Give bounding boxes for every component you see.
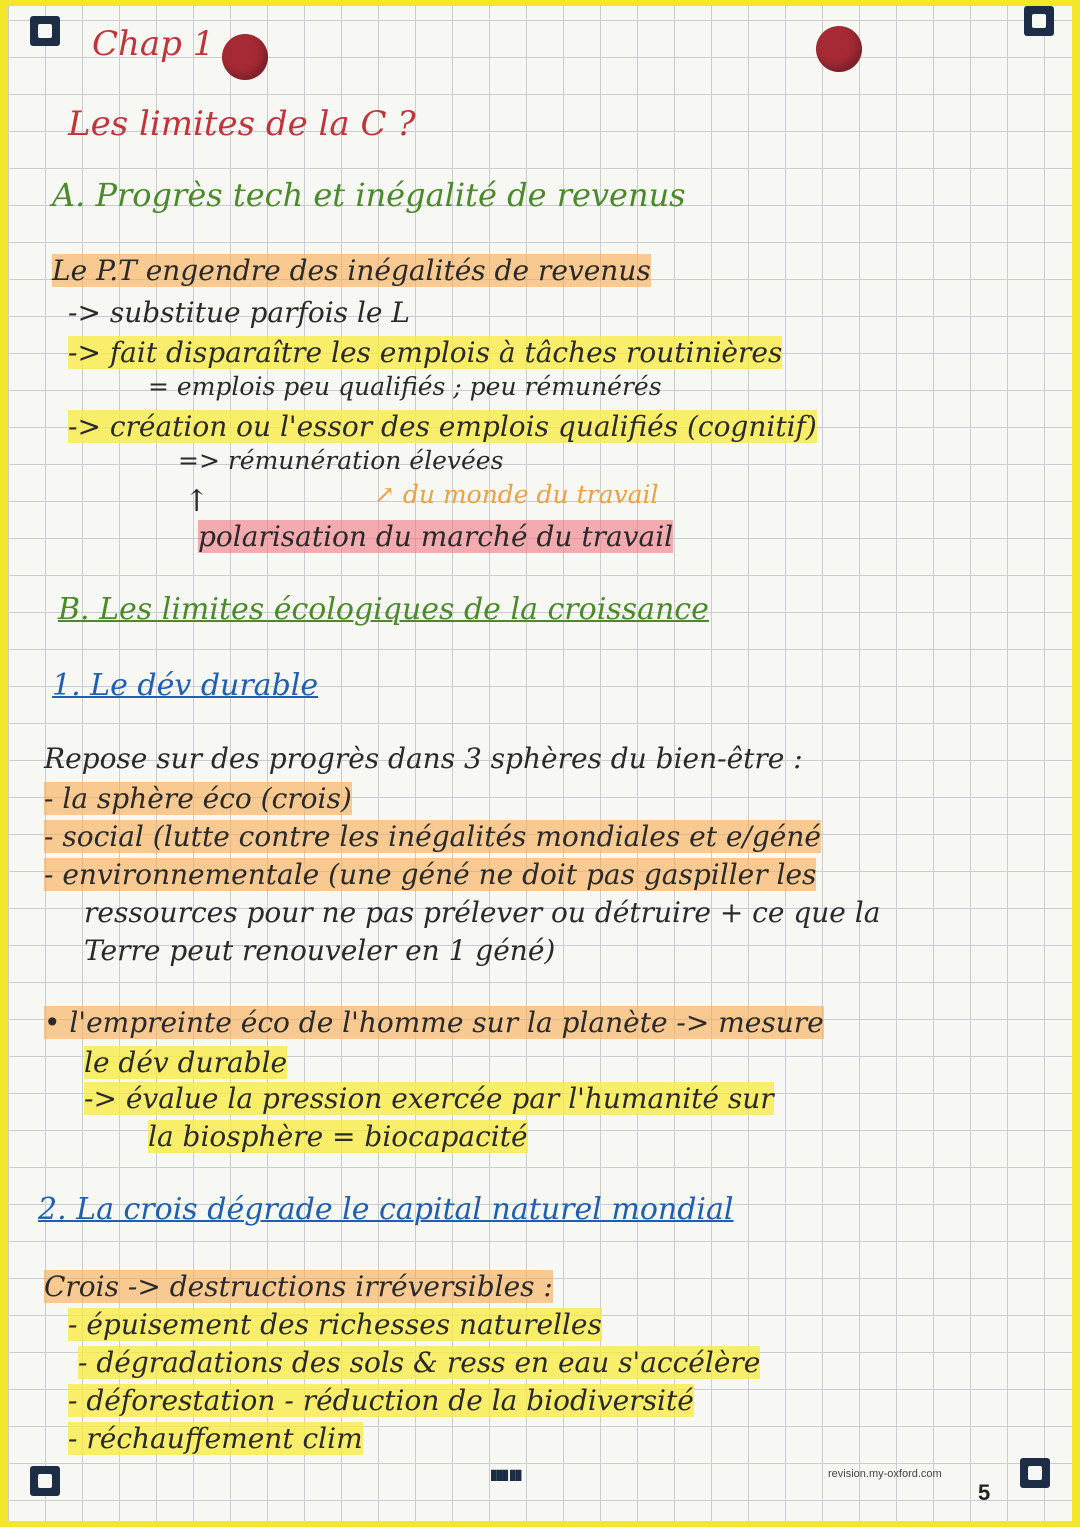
section-a-heading: A. Progrès tech et inégalité de revenus — [52, 176, 686, 214]
page-title: Les limites de la C ? — [68, 104, 416, 144]
section-a-line: => rémunération élevées — [178, 446, 504, 475]
section-a-intro: Le P.T engendre des inégalités de revenus — [52, 254, 651, 287]
section-a-line: -> substitue parfois le L — [68, 296, 410, 329]
sphere-item: Terre peut renouveler en 1 géné) — [84, 934, 556, 967]
corner-marker-icon — [1020, 1458, 1050, 1488]
binder-hole-icon — [222, 34, 268, 80]
bullet-empreinte: • l'empreinte éco de l'homme sur la planète -> mesure — [44, 1006, 824, 1039]
list2-item: - réchauffement clim — [68, 1422, 363, 1455]
section-a-line: -> création ou l'essor des emplois qualifiés (cognitif) — [68, 410, 817, 443]
chapter-label: Chap 1 — [92, 24, 215, 64]
corner-marker-icon — [30, 1466, 60, 1496]
section-a-line: = emplois peu qualifiés ; peu rémunérés — [148, 372, 662, 401]
progress-bars-icon: ▮▮▮ ▮▮ — [490, 1466, 521, 1482]
arrow-note: ↗ du monde du travail — [374, 480, 659, 509]
notebook-page — [8, 6, 1072, 1521]
list2-item: - épuisement des richesses naturelles — [68, 1308, 602, 1341]
section-b-intro2: Crois -> destructions irréversibles : — [44, 1270, 553, 1303]
section-b-heading: B. Les limites écologiques de la croissance — [58, 592, 709, 627]
list2-item: - déforestation - réduction de la biodiversité — [68, 1384, 694, 1417]
list2-item: - dégradations des sols & ress en eau s'accélère — [78, 1346, 761, 1379]
sphere-item: ressources pour ne pas prélever ou détruire + ce que la — [84, 896, 881, 929]
corner-marker-icon — [30, 16, 60, 46]
section-a-line: -> fait disparaître les emplois à tâches routinières — [68, 336, 783, 369]
section-b-intro: Repose sur des progrès dans 3 sphères du bien-être : — [44, 742, 803, 775]
footer-site: revision.my-oxford.com — [828, 1468, 942, 1480]
corner-marker-icon — [1024, 6, 1054, 36]
polarisation-line: polarisation du marché du travail — [198, 520, 674, 553]
sphere-item: - environnementale (une géné ne doit pas gaspiller les — [44, 858, 817, 891]
section-b-sub1: 1. Le dév durable — [52, 668, 319, 703]
binder-hole-icon — [816, 26, 862, 72]
bullet-pression-cont: la biosphère = biocapacité — [148, 1120, 528, 1153]
page-number: 5 — [978, 1480, 991, 1505]
up-arrow-icon: ↑ — [184, 484, 210, 519]
bullet-pression: -> évalue la pression exercée par l'humanité sur — [84, 1082, 774, 1115]
sphere-item: - social (lutte contre les inégalités mondiales et e/géné — [44, 820, 821, 853]
sphere-item: - la sphère éco (crois) — [44, 782, 352, 815]
bullet-empreinte-cont: le dév durable — [84, 1046, 288, 1079]
section-b-sub2: 2. La crois dégrade le capital naturel mondial — [38, 1192, 734, 1227]
